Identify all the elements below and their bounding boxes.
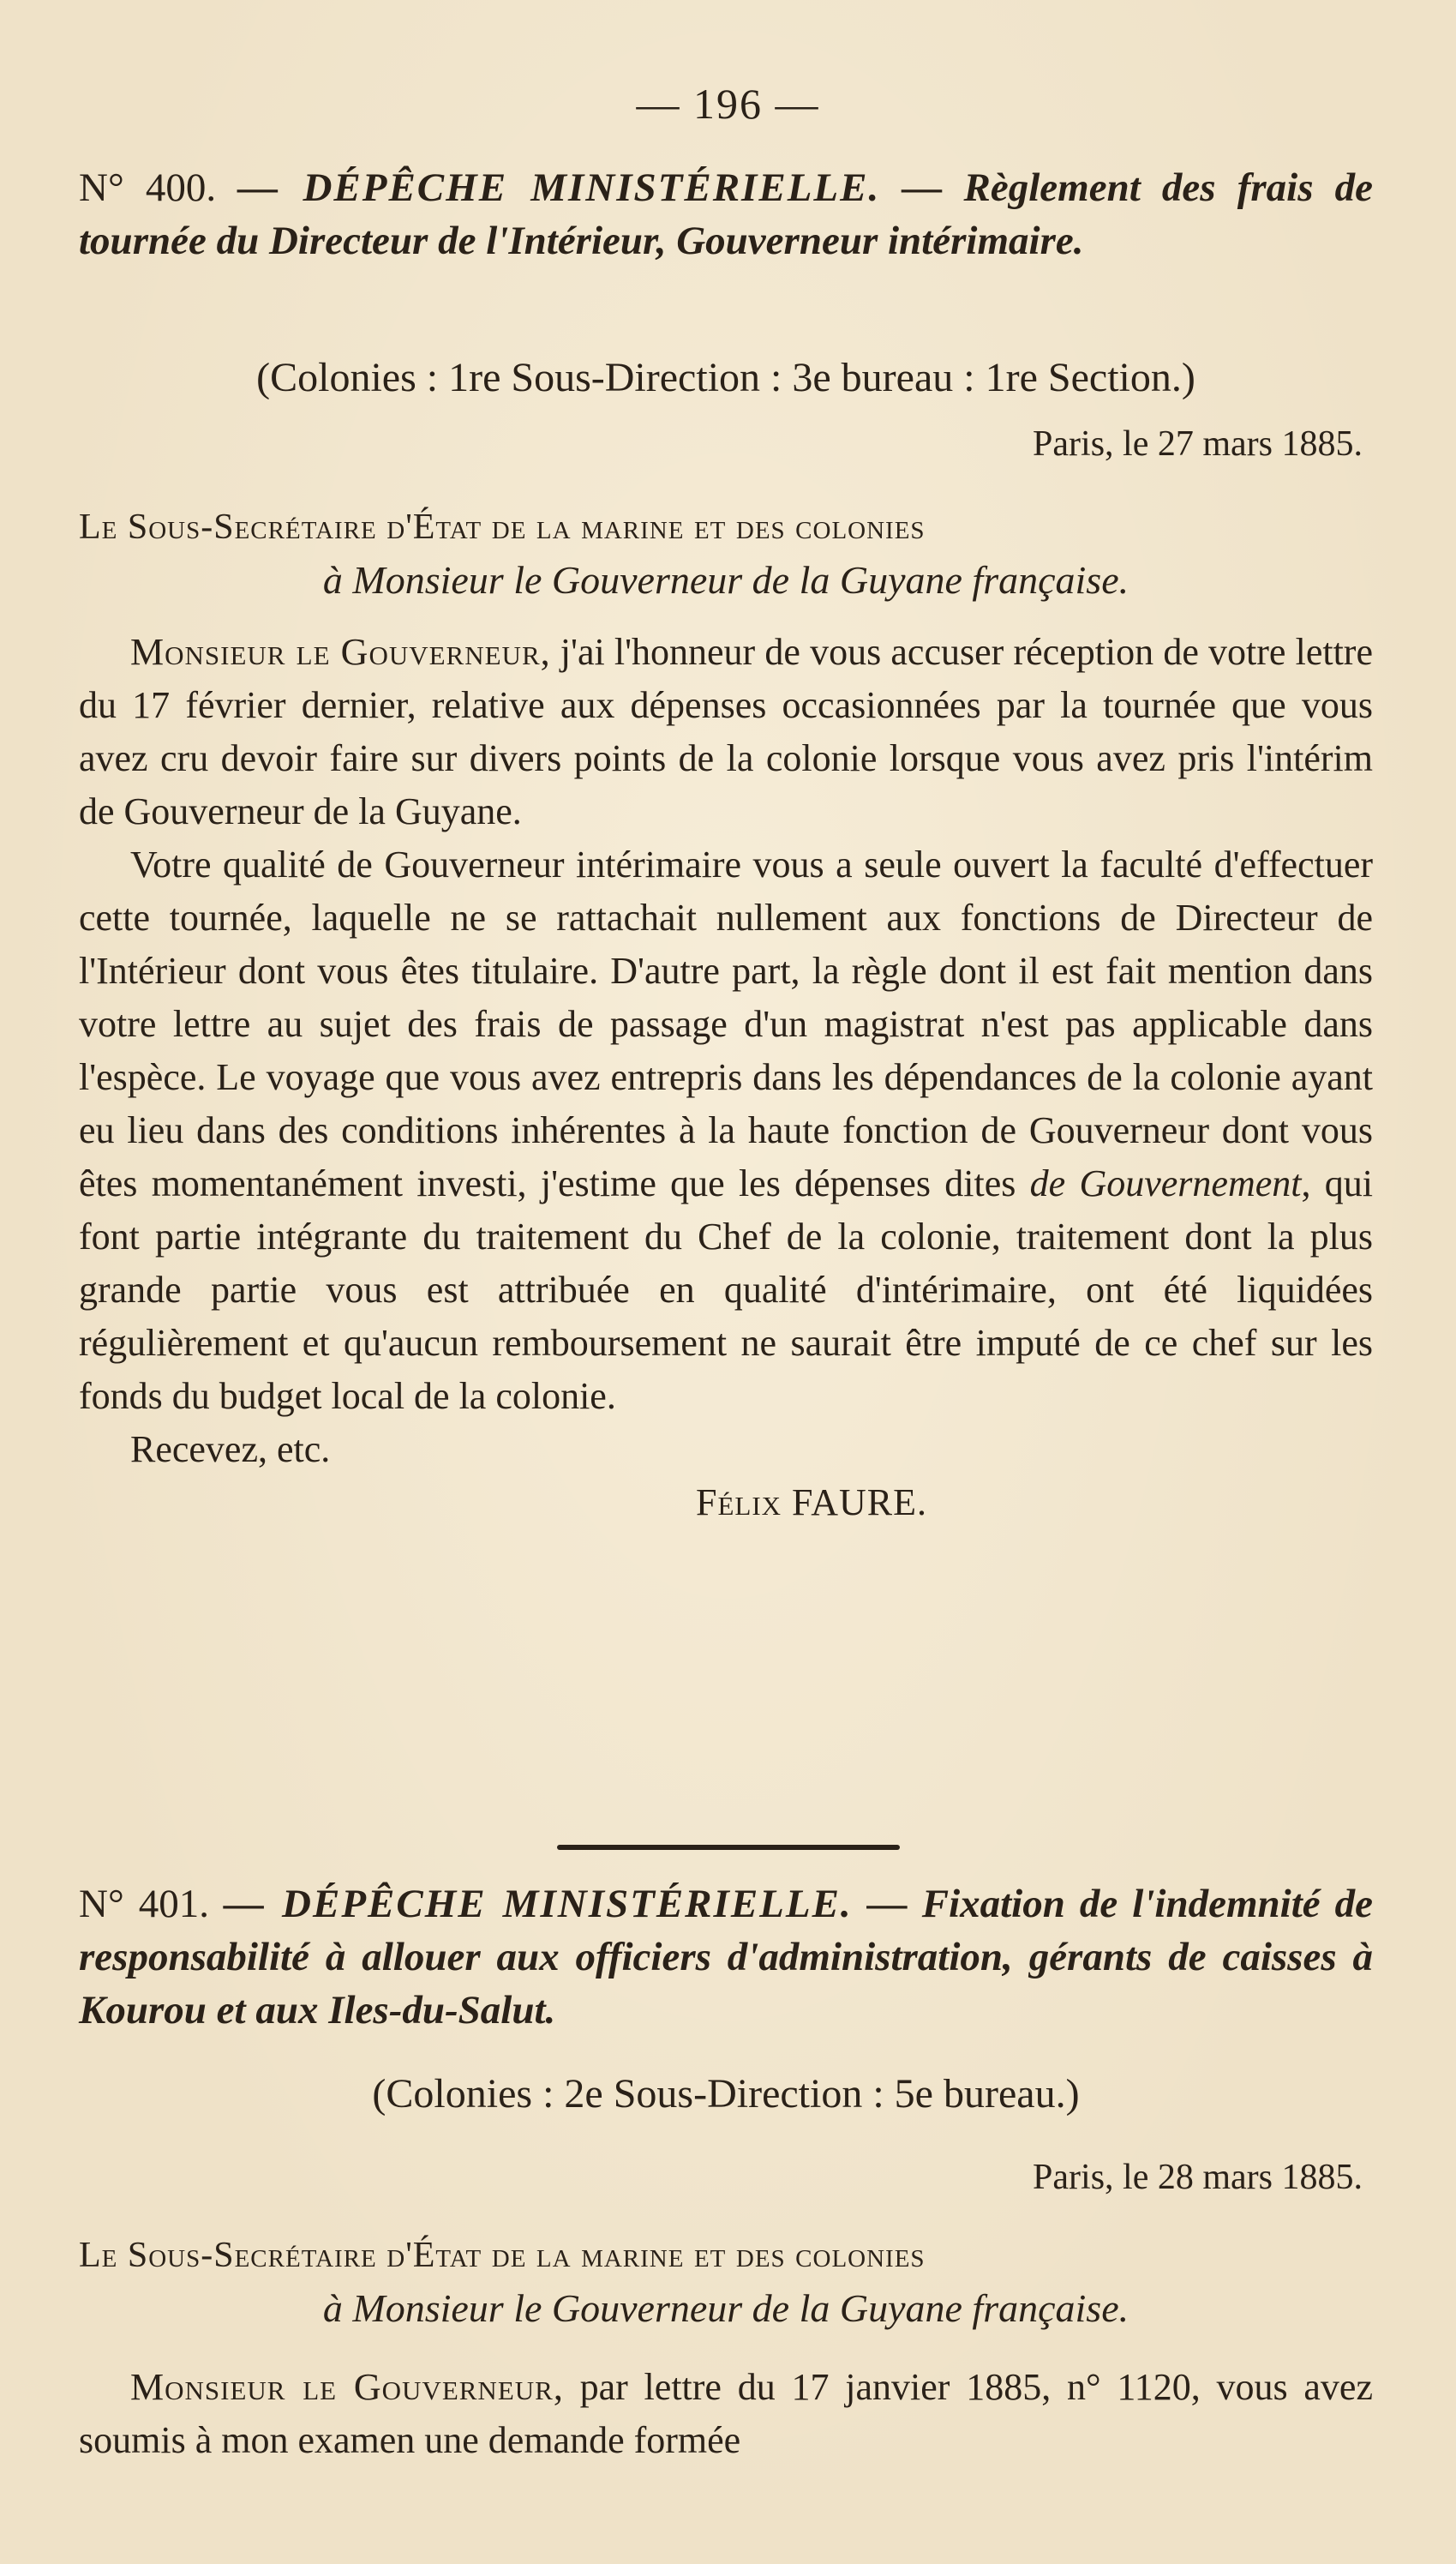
body-paragraph — [79, 838, 1373, 1423]
entry-number: N° 400. — [79, 165, 217, 210]
entry-sender: Le Sous-Secrétaire d'État de la marine et des colonies — [79, 507, 926, 547]
entry-reference: (Colonies : 1re Sous-Direction : 3e bureau : 1re Section.) — [256, 355, 1195, 400]
entry-401-reference-block — [79, 2068, 1373, 2121]
paragraph-italic-text: de Gouvernement — [1029, 1162, 1302, 1204]
entry-sender: Le Sous-Secrétaire d'État de la marine et des colonies — [79, 2236, 926, 2275]
entry-400-address-block — [79, 501, 1373, 607]
salutation: Monsieur le Gouverneur, — [130, 2366, 564, 2408]
entry-dateline: Paris, le 28 mars 1885. — [1033, 2158, 1363, 2197]
entry-kind: — DÉPÊCHE MINISTÉRIELLE. — [237, 165, 881, 210]
entry-401 — [79, 1877, 1373, 2037]
salutation: Monsieur le Gouverneur, — [130, 631, 551, 673]
entry-401-body — [79, 2361, 1373, 2467]
entry-400-dateline-block — [79, 418, 1373, 470]
entry-400-reference-block — [79, 351, 1373, 405]
entry-401-dateline-block — [79, 2152, 1373, 2203]
entry-title — [79, 161, 1373, 267]
paragraph-text: j'ai l'honneur de vous accuser réception de votre lettre du 17 février dernier, relative aux dépenses occasionnées par la tournée que vous avez cru devoir faire sur divers points de la colonie lorsque vous avez pris l'intérim de Gouverneur de la Guyane. — [79, 631, 1373, 832]
entry-recipient: à Monsieur le Gouverneur de la Guyane française. — [322, 2286, 1129, 2330]
body-paragraph — [79, 2361, 1373, 2467]
entry-dateline: Paris, le 27 mars 1885. — [1033, 424, 1363, 464]
closing-formula: Recevez, etc. — [130, 1428, 331, 1470]
entry-subject: — Fixation de l'indemnité de responsabilité à allouer aux officiers d'administration, gérants de caisses à Kourou et aux Iles-du-Salut. — [79, 1882, 1373, 2033]
signature: Félix FAURE. — [696, 1481, 928, 1523]
entry-address — [79, 501, 1373, 607]
entry-recipient: à Monsieur le Gouverneur de la Guyane française. — [322, 558, 1129, 602]
section-divider — [557, 1845, 900, 1850]
entry-subject: — Règlement des frais de tournée du Directeur de l'Intérieur, Gouverneur intérimaire. — [79, 165, 1374, 263]
paragraph-text: Votre qualité de Gouverneur intérimaire vous a seule ouvert la faculté d'effectuer cette tournée, laquelle ne se rattachait nullement aux fonctions de Directeur de l'Intérieur dont vous êtes titulaire. D'autre part, la règle dont il est fait mention dans votre lettre au sujet des frais de passage d'un magistrat n'est pas applicable dans l'espèce. Le voyage que vous avez entrepris dans les dépendances de la colonie ayant eu lieu dans des conditions inhérentes à la haute fonction de Gouverneur dont vous êtes momentanément investi, j'estime que les dépenses dites — [79, 844, 1373, 1204]
entry-reference: (Colonies : 2e Sous-Direction : 5e bureau.) — [372, 2071, 1080, 2117]
entry-400-body — [79, 626, 1373, 1529]
entry-address — [79, 2229, 1373, 2335]
entry-400 — [79, 161, 1373, 267]
entry-title — [79, 1877, 1373, 2037]
paragraph-text: , qui font partie intégrante du traitement du Chef de la colonie, traitement dont la plus grande partie vous est attribuée en qualité d'intérimaire, ont été liquidées régulièrement et qu'aucun remboursement ne saurait être imputé de ce chef sur les fonds du budget local de la colonie. — [79, 1162, 1373, 1417]
page-number: — 196 — — [636, 80, 820, 128]
body-paragraph — [79, 626, 1373, 838]
entry-401-address-block — [79, 2229, 1373, 2335]
entry-kind: — DÉPÊCHE MINISTÉRIELLE. — [224, 1882, 853, 1926]
paragraph-text: par lettre du 17 janvier 1885, n° 1120, vous avez soumis à mon examen une demande formée — [79, 2366, 1373, 2461]
entry-number: N° 401. — [79, 1882, 210, 1926]
